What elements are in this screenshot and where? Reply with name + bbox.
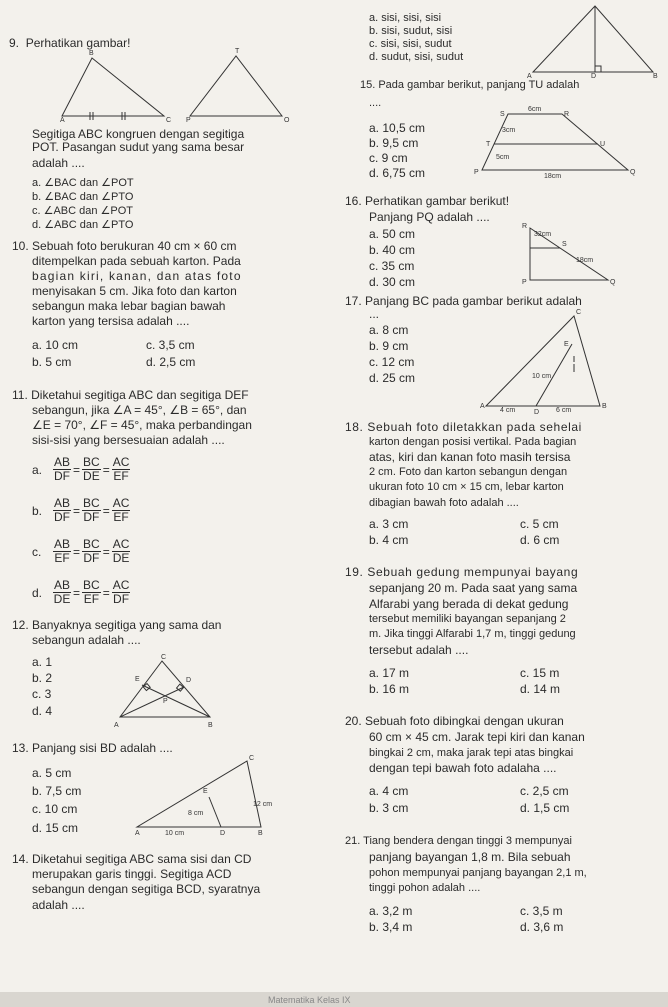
q10-line-4: menyisakan 5 cm. Jika foto dan karton	[32, 284, 237, 298]
q15-label-bottom: 18cm	[544, 173, 562, 180]
q16-option-d[interactable]: d. 30 cm	[369, 275, 416, 289]
q16-option-c[interactable]: c. 35 cm	[369, 259, 415, 273]
q16-line-2: Panjang PQ adalah ....	[369, 210, 490, 224]
q9-label-a: A	[60, 117, 65, 124]
q18-option-b[interactable]: b. 4 cm	[369, 533, 409, 547]
numerator: AB	[54, 496, 71, 510]
q12-label-e: E	[135, 676, 140, 683]
q16-figure	[520, 222, 630, 287]
q21-line-3: pohon mempunyai panjang bayangan 2,1 m,	[369, 867, 587, 879]
q16-label-side: 18cm	[576, 257, 594, 264]
numerator: BC	[83, 455, 100, 469]
denominator: DF	[54, 510, 70, 524]
q12-label-d: D	[186, 677, 192, 684]
q13-label-ae: 8 cm	[188, 810, 204, 817]
q13-label-c: C	[249, 755, 255, 762]
q15-label-r: R	[564, 111, 570, 118]
q15-line-2: ....	[369, 97, 382, 109]
numerator: AC	[112, 578, 130, 592]
fraction	[112, 497, 131, 524]
q13-label-b: B	[258, 830, 263, 837]
equals-sign: =	[102, 462, 110, 477]
q19-line-6: tersebut adalah ....	[369, 643, 469, 657]
q13-label-d: D	[220, 830, 226, 837]
q9-label-o: O	[284, 117, 290, 124]
footer-text: Matematika Kelas IX	[268, 995, 351, 1005]
q9-figure	[60, 48, 300, 124]
equals-sign: =	[73, 585, 81, 600]
fraction	[82, 497, 101, 524]
q13-label-a: A	[135, 830, 140, 837]
q11-option-b[interactable]	[32, 497, 131, 524]
q18-line-3: atas, kiri dan kanan foto masih tersisa	[369, 450, 571, 464]
equals-sign: =	[102, 544, 110, 559]
q10-option-c[interactable]: c. 3,5 cm	[146, 338, 195, 352]
q16-option-b[interactable]: b. 40 cm	[369, 243, 416, 257]
q15-label-m1: 3cm	[502, 127, 516, 134]
q13-option-a[interactable]: a. 5 cm	[32, 766, 72, 780]
denominator: DE	[53, 592, 71, 606]
q18-line-5: ukuran foto 10 cm × 15 cm, lebar karton	[369, 481, 564, 493]
denominator: DE	[112, 551, 130, 565]
q15-option-d[interactable]: d. 6,75 cm	[369, 166, 426, 180]
fraction	[53, 456, 71, 483]
q17-label-b: B	[602, 403, 607, 410]
q18-line-2: karton dengan posisi vertikal. Pada bagian	[369, 436, 577, 448]
q20-option-b[interactable]: b. 3 cm	[369, 801, 409, 815]
q20-line-1: 20. Sebuah foto dibingkai dengan ukuran	[345, 714, 564, 728]
numerator: AB	[54, 455, 71, 469]
q14-line-3: sebangun dengan segitiga BCD, syaratnya	[32, 882, 261, 896]
q18-line-6: dibagian bawah foto adalah ....	[369, 497, 519, 509]
q17-label-c: C	[576, 309, 582, 316]
q18-option-d[interactable]: d. 6 cm	[520, 533, 560, 547]
q17-figure	[478, 306, 618, 416]
numerator: AC	[112, 455, 130, 469]
q10-option-d[interactable]: d. 2,5 cm	[146, 355, 196, 369]
q9-label-b: B	[89, 50, 94, 57]
equals-sign: =	[102, 585, 110, 600]
q19-option-a[interactable]: a. 17 m	[369, 666, 410, 680]
numerator: AC	[112, 537, 130, 551]
q19-line-2: sepanjang 20 m. Pada saat yang sama	[369, 581, 578, 595]
q15-option-a[interactable]: a. 10,5 cm	[369, 121, 426, 135]
fraction	[53, 579, 71, 606]
q19-line-3: Alfarabi yang berada di dekat gedung	[369, 597, 569, 611]
q9-text-2: POT. Pasangan sudut yang sama besar	[32, 140, 245, 154]
q16-line-1: 16. Perhatikan gambar berikut!	[345, 194, 510, 208]
q17-label-d: D	[534, 409, 540, 416]
fraction	[112, 538, 131, 565]
numerator: AB	[54, 537, 71, 551]
q16-label-r: R	[522, 223, 528, 230]
q15-label-t: T	[486, 141, 491, 148]
denominator: DF	[83, 510, 100, 524]
fraction	[82, 579, 101, 606]
q17-label-e: E	[564, 341, 569, 348]
q12-line-2: sebangun adalah ....	[32, 633, 141, 647]
q9-label-p: P	[186, 117, 191, 124]
q21-option-c[interactable]: c. 3,5 m	[520, 904, 563, 918]
q15-label-p: P	[474, 169, 479, 176]
q17-option-d[interactable]: d. 25 cm	[369, 371, 416, 385]
q19-option-c[interactable]: c. 15 m	[520, 666, 560, 680]
q21-line-4: tinggi pohon adalah ....	[369, 882, 481, 894]
fraction	[53, 538, 71, 565]
fraction	[82, 456, 101, 483]
q10-line-1: 10. Sebuah foto berukuran 40 cm × 60 cm	[12, 239, 237, 253]
q18-option-c[interactable]: c. 5 cm	[520, 517, 559, 531]
q16-label-top: 32cm	[534, 231, 552, 238]
q14-line-2: merupakan garis tinggi. Segitiga ACD	[32, 867, 232, 881]
q13-option-b[interactable]: b. 7,5 cm	[32, 784, 82, 798]
q14-option-a[interactable]: a. sisi, sisi, sisi	[369, 12, 442, 24]
denominator: DF	[83, 551, 100, 565]
q14-figure	[515, 4, 665, 78]
fraction	[112, 456, 131, 483]
q17-label-h: 10 cm	[532, 373, 552, 380]
q13-label-e: E	[203, 788, 208, 795]
q20-option-c[interactable]: c. 2,5 cm	[520, 784, 569, 798]
q16-option-a[interactable]: a. 50 cm	[369, 227, 416, 241]
q20-line-2: 60 cm × 45 cm. Jarak tepi kiri dan kanan	[369, 730, 585, 744]
q9-label-t: T	[235, 48, 240, 55]
q12-label-p: P	[163, 698, 168, 705]
q14-option-c[interactable]: c. sisi, sisi, sudut	[369, 38, 452, 50]
fraction	[82, 538, 101, 565]
q13-figure	[135, 757, 280, 837]
q19-line-1: 19. Sebuah gedung mempunyai bayang	[345, 565, 579, 579]
q10-line-6: karton yang tersisa adalah ....	[32, 314, 190, 328]
numerator: BC	[83, 578, 100, 592]
q13-option-d[interactable]: d. 15 cm	[32, 821, 79, 835]
option-letter: d.	[32, 585, 43, 600]
q12-figure	[110, 655, 225, 735]
denominator: EF	[113, 469, 129, 483]
denominator: EF	[113, 510, 129, 524]
q12-label-b: B	[208, 722, 213, 729]
option-letter: a.	[32, 462, 43, 477]
q9-stem: 9. Perhatikan gambar!	[9, 36, 131, 50]
q15-line-1: 15. Pada gambar berikut, panjang TU adalah	[360, 79, 580, 91]
q19-option-d[interactable]: d. 14 m	[520, 682, 561, 696]
q15-label-q: Q	[630, 169, 636, 176]
q11-line-3: ∠E = 70°, ∠F = 45°, maka perbandingan	[32, 418, 252, 432]
q20-option-d[interactable]: d. 1,5 cm	[520, 801, 570, 815]
q9-label-c: C	[166, 117, 172, 124]
fraction	[53, 497, 71, 524]
q13-label-ec: 12 cm	[253, 801, 273, 808]
denominator: DE	[83, 469, 100, 483]
q17-stem: 17. Panjang BC pada gambar berikut adalah	[345, 294, 582, 308]
q18-line-4: 2 cm. Foto dan karton sebangun dengan	[369, 466, 568, 478]
q21-option-d[interactable]: d. 3,6 m	[520, 920, 564, 934]
q11-line-1: 11. Diketahui segitiga ABC dan segitiga DEF	[12, 388, 249, 402]
q17-dots: ...	[369, 307, 380, 321]
q11-option-a[interactable]	[32, 456, 131, 483]
q19-line-5: m. Jika tinggi Alfarabi 1,7 m, tinggi gedung	[369, 628, 576, 640]
q12-label-c: C	[161, 654, 167, 661]
q9-text-3: adalah ....	[32, 156, 85, 170]
q10-line-5: sebangun maka lebar bagian bawah	[32, 299, 226, 313]
q20-line-3: bingkai 2 cm, maka jarak tepi atas bingkai	[369, 747, 574, 759]
q14-label-a: A	[527, 73, 532, 80]
q9-option-c[interactable]: c. ∠ABC dan ∠POT	[32, 205, 134, 217]
q10-option-b[interactable]: b. 5 cm	[32, 355, 72, 369]
q16-label-q: Q	[610, 279, 616, 286]
numerator: AC	[112, 496, 130, 510]
q18-option-a[interactable]: a. 3 cm	[369, 517, 409, 531]
q12-line-1: 12. Banyaknya segitiga yang sama dan	[12, 618, 222, 632]
q15-option-b[interactable]: b. 9,5 cm	[369, 136, 419, 150]
q11-option-d[interactable]	[32, 579, 131, 606]
q10-option-a[interactable]: a. 10 cm	[32, 338, 79, 352]
q14-line-1: 14. Diketahui segitiga ABC sama sisi dan CD	[12, 852, 252, 866]
denominator: EF	[83, 592, 100, 606]
equals-sign: =	[73, 462, 81, 477]
q13-option-c[interactable]: c. 10 cm	[32, 802, 78, 816]
q21-line-1: 21. Tiang bendera dengan tinggi 3 mempunyai	[345, 835, 572, 847]
q14-label-b: B	[653, 73, 658, 80]
q9-option-d[interactable]: d. ∠ABC dan ∠PTO	[32, 219, 134, 231]
denominator: DF	[113, 592, 130, 606]
q10-line-2: ditempelkan pada sebuah karton. Pada	[32, 254, 241, 268]
option-letter: c.	[32, 544, 42, 559]
q14-line-4: adalah ....	[32, 898, 85, 912]
equals-sign: =	[73, 544, 81, 559]
q21-line-2: panjang bayangan 1,8 m. Bila sebuah	[369, 850, 571, 864]
q12-label-a: A	[114, 722, 119, 729]
q16-label-p: P	[522, 279, 527, 286]
numerator: BC	[83, 496, 100, 510]
q15-label-s: S	[500, 111, 505, 118]
q14-label-d: D	[591, 73, 597, 80]
q11-line-2: sebangun, jika ∠A = 45°, ∠B = 65°, dan	[32, 403, 247, 417]
q11-line-4: sisi-sisi yang bersesuaian adalah ....	[32, 433, 225, 447]
q9-option-b[interactable]: b. ∠BAC dan ∠PTO	[32, 191, 134, 203]
numerator: AB	[54, 578, 71, 592]
q9-option-a[interactable]: a. ∠BAC dan ∠POT	[32, 177, 134, 189]
fraction	[112, 579, 131, 606]
q11-option-c[interactable]	[32, 538, 131, 565]
footer-strip	[0, 992, 668, 1007]
q16-label-s: S	[562, 241, 567, 248]
q18-line-1: 18. Sebuah foto diletakkan pada sehelai	[345, 420, 582, 434]
q14-option-d[interactable]: d. sudut, sisi, sudut	[369, 51, 464, 63]
q13-label-ad: 10 cm	[165, 830, 185, 837]
q17-option-c[interactable]: c. 12 cm	[369, 355, 415, 369]
q21-option-a[interactable]: a. 3,2 m	[369, 904, 413, 918]
q15-option-c[interactable]: c. 9 cm	[369, 151, 408, 165]
q19-option-b[interactable]: b. 16 m	[369, 682, 410, 696]
q20-line-4: dengan tepi bawah foto adalaha ....	[369, 761, 557, 775]
equals-sign: =	[102, 503, 110, 518]
q17-label-a: A	[480, 403, 485, 410]
q12-option-c[interactable]: c. 3	[32, 687, 52, 701]
numerator: BC	[83, 537, 100, 551]
denominator: EF	[54, 551, 70, 565]
q15-figure	[470, 104, 665, 179]
q19-line-4: tersebut memiliki bayangan sepanjang 2	[369, 613, 566, 625]
q17-option-b[interactable]: b. 9 cm	[369, 339, 409, 353]
q15-label-top: 6cm	[528, 106, 542, 113]
q21-option-b[interactable]: b. 3,4 m	[369, 920, 413, 934]
q10-line-3: bagian kiri, kanan, dan atas foto	[32, 269, 242, 283]
q13-stem: 13. Panjang sisi BD adalah ....	[12, 741, 173, 755]
q17-option-a[interactable]: a. 8 cm	[369, 323, 409, 337]
q15-label-m2: 5cm	[496, 154, 510, 161]
q9-text-1: Segitiga ABC kongruen dengan segitiga	[32, 127, 245, 141]
q17-label-ad: 4 cm	[500, 407, 516, 414]
q15-label-u: U	[600, 141, 606, 148]
q12-option-b[interactable]: b. 2	[32, 671, 53, 685]
q20-option-a[interactable]: a. 4 cm	[369, 784, 409, 798]
q14-option-b[interactable]: b. sisi, sudut, sisi	[369, 25, 453, 37]
equals-sign: =	[73, 503, 81, 518]
q12-option-d[interactable]: d. 4	[32, 704, 53, 718]
denominator: DF	[54, 469, 70, 483]
q12-option-a[interactable]: a. 1	[32, 655, 53, 669]
option-letter: b.	[32, 503, 43, 518]
q17-label-db: 6 cm	[556, 407, 572, 414]
